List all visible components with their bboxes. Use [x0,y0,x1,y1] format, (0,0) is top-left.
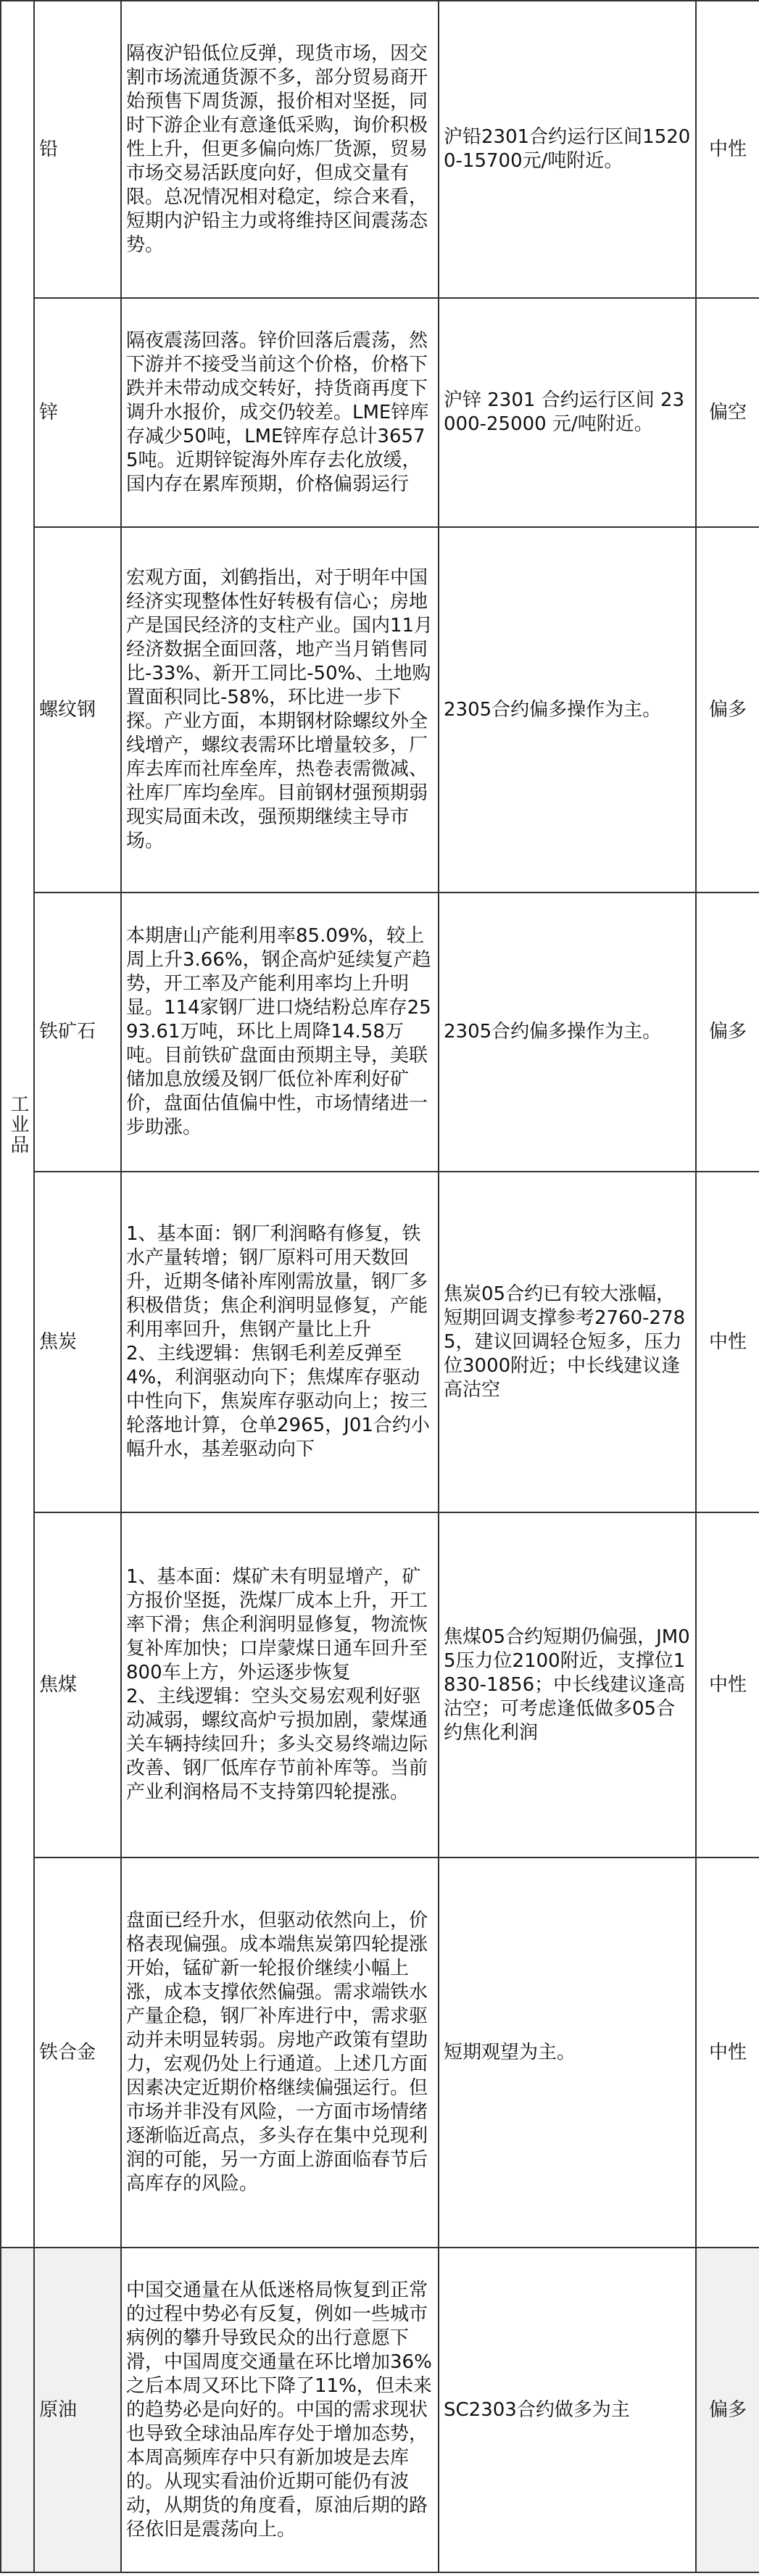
table-row [1,1172,759,1512]
strategy-cell: 焦煤05合约短期仍偏强，JM05压力位2100附近，支撑位1830-1856；中长线建议逢高沽空；可考虑逢低做多05合约焦化利润 [439,1512,696,1858]
analysis-cell: 盘面已经升水，但驱动依然向上，价格表现偏强。成本端焦炭第四轮提涨开始，锰矿新一轮报价继续小幅上涨，成本支撑依然偏强。需求端铁水产量企稳，钢厂补库进行中，需求驱动并未明显转弱。房地产政策有望助力，宏观仍处上行通道。上述几方面因素决定近期价格继续偏强运行。但市场并非没有风险，一方面市场情绪逐渐临近高点，多头存在集中兑现利润的可能，另一方面上游面临春节后高库存的风险。 [121,1858,439,2248]
commodity-name: 铁合金 [34,1858,121,2248]
analysis-cell: 隔夜震荡回落。锌价回落后震荡，然下游并不接受当前这个价格，价格下跌并未带动成交转好，持货商再度下调升水报价，成交仍较差。LME锌库存减少50吨，LME锌库存总计36575吨。近期锌锭海外库存去化放缓，国内存在累库预期，价格偏弱运行 [121,298,439,527]
category-cell [1,1,34,2248]
analysis-cell: 宏观方面，刘鹤指出，对于明年中国经济实现整体性好转极有信心；房地产是国民经济的支柱产业。国内11月经济数据全面回落，地产当月销售同比-33%、新开工同比-50%、土地购置面积同比-58%，环比进一步下探。产业方面，本期钢材除螺纹外全线增产，螺纹表需环比增量较多，厂库去库而社库垒库，热卷表需微减、社库厂库均垒库。目前钢材强预期弱现实局面未改，强预期继续主导市场。 [121,527,439,893]
view-cell: 中性 [696,1,759,298]
strategy-cell: 沪锌 2301 合约运行区间 23000-25000 元/吨附近。 [439,298,696,527]
strategy-cell: SC2303合约做多为主 [439,2248,696,2572]
table-row [1,893,759,1172]
strategy-cell: 短期观望为主。 [439,1858,696,2248]
table-row [1,527,759,893]
analysis-cell: 1、基本面：钢厂利润略有修复，铁水产量转增；钢厂原料可用天数回升，近期冬储补库刚需放量，钢厂多积极借货；焦企利润明显修复，产能利用率回升，焦钢产量比上升 2、主线逻辑：焦钢毛利差反弹至4%，利润驱动向下；焦煤库存驱动中性向下，焦炭库存驱动向上；按三轮落地计算，仓单2965，J01合约小幅升水，基差驱动向下 [121,1172,439,1512]
commodity-name: 原油 [34,2248,121,2572]
strategy-cell: 2305合约偏多操作为主。 [439,893,696,1172]
analysis-cell: 1、基本面：煤矿未有明显增产，矿方报价坚挺，洗煤厂成本上升，开工率下滑；焦企利润明显修复，物流恢复补库加快；口岸蒙煤日通车回升至800车上方，外运逐步恢复 2、主线逻辑：空头交易宏观利好驱动减弱，螺纹高炉亏损加剧，蒙煤通关车辆持续回升；多头交易终端边际改善、钢厂低库存节前补库等。当前产业利润格局不支持第四轮提涨。 [121,1512,439,1858]
table-row [1,1858,759,2248]
category-cell-empty [1,2248,34,2572]
view-cell: 偏多 [696,2248,759,2572]
view-cell: 偏多 [696,527,759,893]
analysis-cell: 隔夜沪铅低位反弹，现货市场，因交割市场流通货源不多，部分贸易商开始预售下周货源，报价相对坚挺，同时下游企业有意逢低采购，询价积极性上升，但更多偏向炼厂货源，贸易市场交易活跃度向好，但成交量有限。总况情况相对稳定，综合来看，短期内沪铅主力或将维持区间震荡态势。 [121,1,439,298]
view-cell: 中性 [696,1512,759,1858]
commodity-name: 铁矿石 [34,893,121,1172]
commodity-name: 铅 [34,1,121,298]
analysis-cell: 中国交通量在从低迷格局恢复到正常的过程中势必有反复，例如一些城市病例的攀升导致民众的出行意愿下滑，中国周度交通量在环比增加36%之后本周又环比下降了11%，但未来的趋势必是向好的。中国的需求现状也导致全球油品库存处于增加态势，本周高频库存中只有新加坡是去库的。从现实看油价近期可能仍有波动，从期货的角度看，原油后期的路径依旧是震荡向上。 [121,2248,439,2572]
strategy-cell: 2305合约偏多操作为主。 [439,527,696,893]
commodity-name: 焦炭 [34,1172,121,1512]
table-row [1,298,759,527]
category-label: 工业品 [7,1093,29,1155]
view-cell: 偏多 [696,893,759,1172]
commodity-name: 螺纹钢 [34,527,121,893]
table-row [1,1512,759,1858]
commodity-name: 锌 [34,298,121,527]
strategy-cell: 焦炭05合约已有较大涨幅，短期回调支撑参考2760-2785，建议回调轻仓短多，压力位3000附近；中长线建议逢高沽空 [439,1172,696,1512]
commodity-name: 焦煤 [34,1512,121,1858]
view-cell: 中性 [696,1858,759,2248]
analysis-cell: 本期唐山产能利用率85.09%，较上周上升3.66%，钢企高炉延续复产趋势，开工率及产能利用率均上升明显。114家钢厂进口烧结粉总库存2593.61万吨，环比上周降14.58万吨。目前铁矿盘面由预期主导，美联储加息放缓及钢厂低位补库利好矿价，盘面估值偏中性，市场情绪进一步助涨。 [121,893,439,1172]
table-row [1,2248,759,2572]
view-cell: 偏空 [696,298,759,527]
view-cell: 中性 [696,1172,759,1512]
table-row [1,1,759,298]
strategy-cell: 沪铅2301合约运行区间15200-15700元/吨附近。 [439,1,696,298]
